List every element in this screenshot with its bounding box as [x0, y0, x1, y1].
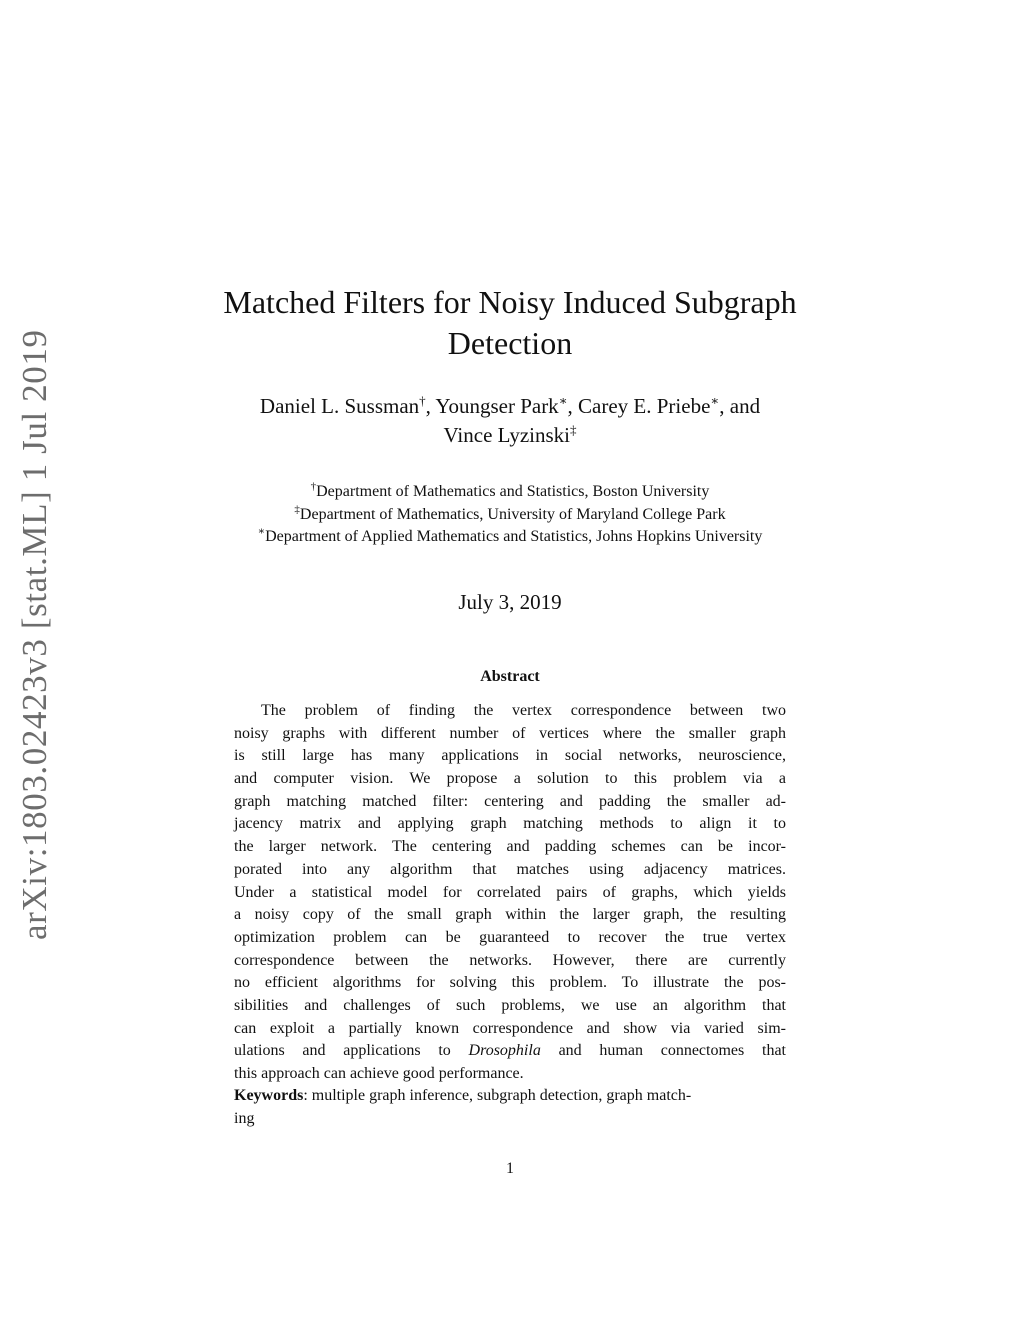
affiliation-mark: †	[310, 480, 317, 493]
abstract-line: correspondence between the networks. However, there are currently	[234, 951, 786, 969]
abstract-line: is still large has many applications in social networks, neuroscience,	[234, 747, 786, 765]
author-separator: ,	[425, 394, 436, 418]
page-number: 1	[506, 1160, 514, 1177]
abstract-line: jacency matrix and applying graph matching methods to align it to	[234, 815, 786, 833]
author-affil-mark: ‡	[569, 422, 577, 437]
abstract-line: no efficient algorithms for solving this problem. To illustrate the pos-	[234, 974, 786, 992]
abstract-line: and computer vision. We propose a solution to this problem via a	[234, 770, 786, 788]
author-name: Daniel L. Sussman	[259, 394, 420, 418]
abstract-line: a noisy copy of the small graph within the larger graph, the resulting	[234, 906, 786, 924]
author-separator: , and	[719, 394, 761, 418]
author-affil-mark: †	[419, 393, 426, 408]
affiliation-text: Department of Mathematics and Statistics, Boston University	[316, 483, 710, 500]
affiliation-text: Department of Applied Mathematics and Statistics, Johns Hopkins University	[265, 528, 763, 545]
species-name-italic: Drosophila	[468, 1042, 541, 1060]
abstract-text: and human connectomes that	[540, 1042, 786, 1060]
author-name: Carey E. Priebe	[578, 394, 711, 418]
title-line-1: Matched Filters for Noisy Induced Subgraph	[223, 284, 797, 320]
abstract-line: sibilities and challenges of such problems, we use an algorithm that	[234, 996, 786, 1014]
abstract-line: The problem of finding the vertex correspondence between two	[261, 702, 786, 719]
affiliation-text: Department of Mathematics, University of Maryland College Park	[299, 505, 726, 523]
abstract-heading: Abstract	[480, 668, 540, 685]
author-name: Youngser Park	[435, 394, 559, 418]
author-line-2	[180, 421, 840, 450]
keywords-block	[234, 1085, 802, 1130]
keywords-label: Keywords	[234, 1087, 304, 1104]
abstract-line: noisy graphs with different number of vertices where the smaller graph	[234, 724, 786, 742]
author-separator: ,	[567, 394, 579, 418]
abstract-line: the larger network. The centering and padding schemes can be incor-	[234, 838, 786, 856]
abstract-line: porated into any algorithm that matches using adjacency matrices.	[234, 860, 786, 878]
arxiv-identifier-stamp[interactable]: arXiv:1803.02423v3 [stat.ML] 1 Jul 2019	[15, 329, 54, 940]
abstract-line: Under a statistical model for correlated pairs of graphs, which yields	[234, 883, 786, 901]
title-line-2: Detection	[447, 325, 573, 361]
abstract-text: ulations and applications to	[234, 1042, 469, 1060]
keywords-line: ing	[234, 1109, 255, 1127]
abstract-body	[234, 700, 786, 1086]
keywords-text: : multiple graph inference, subgraph detection, graph match-	[303, 1087, 692, 1104]
affiliation-mark: ‡	[294, 503, 300, 516]
affiliation-mark: ∗	[257, 525, 266, 538]
affiliation-item	[170, 481, 850, 504]
author-affil-mark: ∗	[558, 393, 568, 408]
author-name: Vince Lyzinski	[443, 423, 570, 447]
paper-title	[190, 282, 830, 364]
author-line-1	[180, 392, 840, 421]
keywords-line	[234, 1085, 802, 1108]
abstract-line	[234, 1040, 786, 1063]
author-affil-mark: ∗	[710, 393, 720, 408]
abstract-line: optimization problem can be guaranteed to recover the true vertex	[234, 928, 786, 946]
abstract-line: can exploit a partially known correspondence and show via varied sim-	[234, 1019, 786, 1037]
abstract-line: graph matching matched filter: centering and padding the smaller ad-	[234, 792, 786, 810]
publication-date: July 3, 2019	[458, 590, 562, 614]
affiliation-list	[170, 481, 850, 549]
affiliation-item	[170, 526, 850, 549]
affiliation-item	[170, 504, 850, 527]
abstract-line: this approach can achieve good performance.	[234, 1065, 524, 1082]
author-list	[180, 392, 840, 450]
